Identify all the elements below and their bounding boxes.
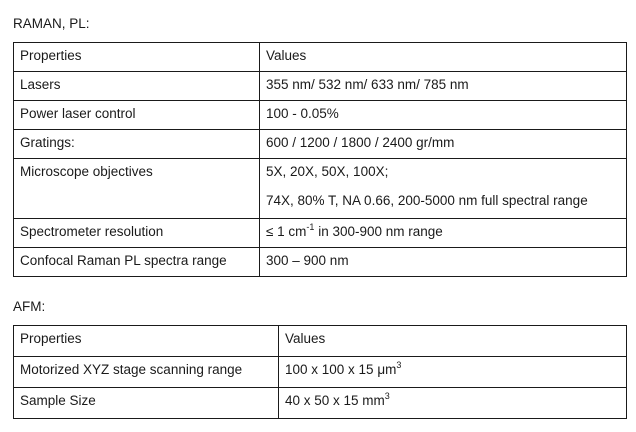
value-cell [279,357,627,388]
value-text [285,393,626,408]
value-line-2: 74X, 80% T, NA 0.66, 200-5000 nm full spectral range [266,193,588,208]
property-cell: Lasers [14,72,260,101]
table-row [14,130,627,159]
value-sup: 3 [396,360,402,370]
value-pre: 40 x 50 x 15 mm [285,393,385,408]
value-pre: 100 x 100 x 15 μm [285,362,397,377]
afm-heading: AFM: [13,299,46,314]
value-sup: -1 [306,222,315,232]
header-values: Values [279,326,627,357]
value-cell: 600 / 1200 / 1800 / 2400 gr/mm [260,130,627,159]
value-post: in 300-900 nm range [314,224,443,239]
table-row [14,159,627,219]
property-cell: Power laser control [14,101,260,130]
table-row [14,388,627,419]
raman-pl-heading: RAMAN, PL: [13,16,90,31]
table-row [14,101,627,130]
property-cell: Motorized XYZ stage scanning range [14,357,279,388]
value-pre: ≤ 1 cm [266,224,307,239]
property-cell: Gratings: [14,130,260,159]
value-cell [260,219,627,248]
value-cell [260,159,627,219]
header-properties: Properties [14,43,260,72]
value-text [285,362,626,377]
property-cell: Confocal Raman PL spectra range [14,248,260,277]
value-cell: 355 nm/ 532 nm/ 633 nm/ 785 nm [260,72,627,101]
property-cell: Spectrometer resolution [14,219,260,248]
value-cell: 300 – 900 nm [260,248,627,277]
table-row [14,219,627,248]
table-row [14,357,627,388]
table-header-row [14,326,627,357]
table-row [14,248,627,277]
raman-pl-table [13,42,627,277]
property-cell: Sample Size [14,388,279,419]
afm-table [13,325,627,419]
value-cell: 100 - 0.05% [260,101,627,130]
table-row [14,72,627,101]
value-cell [279,388,627,419]
table-header-row [14,43,627,72]
header-values: Values [260,43,627,72]
value-sup: 3 [384,391,390,401]
header-properties: Properties [14,326,279,357]
value-text [266,224,626,239]
value-line-1: 5X, 20X, 50X, 100X; [266,164,389,179]
property-cell: Microscope objectives [14,159,260,219]
